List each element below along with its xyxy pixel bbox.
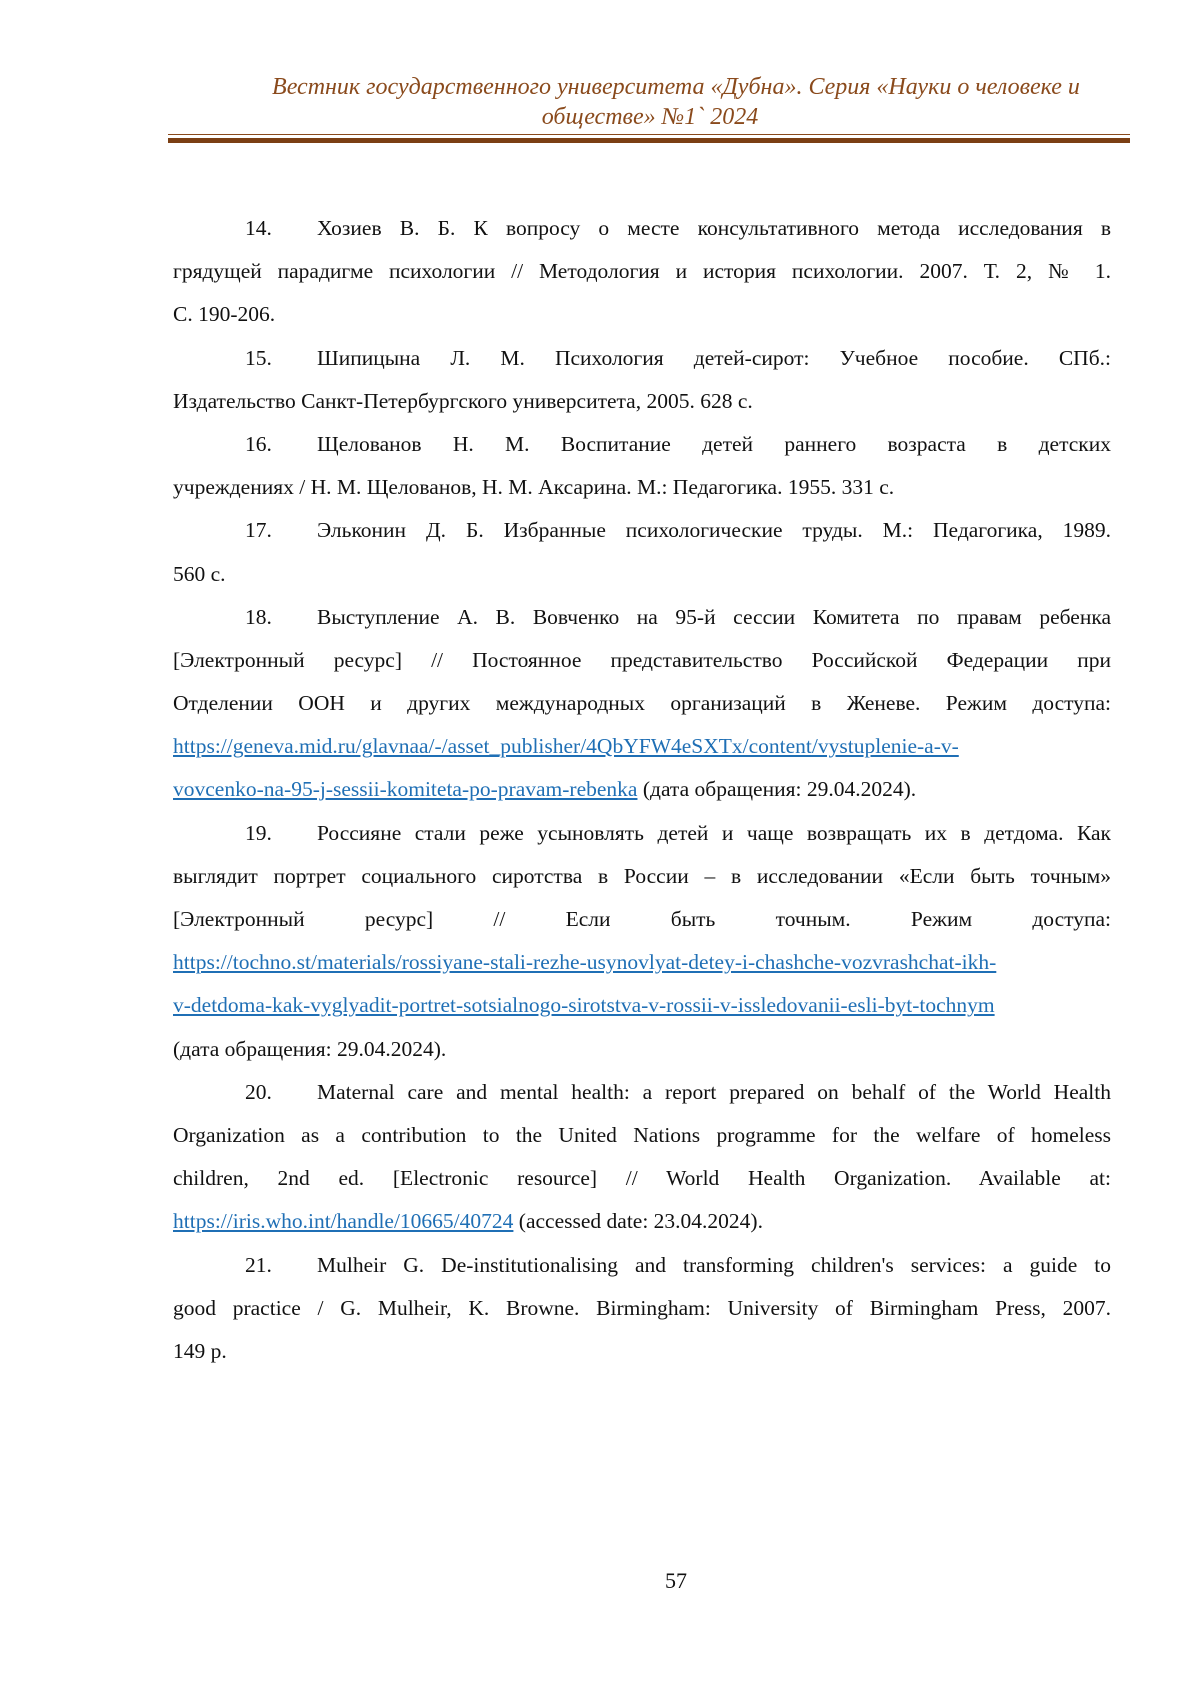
reference-text: good practice / G. Mulheir, K. Browne. Birmingham: University of Birmingham Press, 2007. bbox=[173, 1296, 1111, 1320]
reference-text: Отделении ООН и других международных организаций в Женеве. Режим доступа: bbox=[173, 691, 1111, 715]
reference-text: Издательство Санкт-Петербургского университета, 2005. 628 с. bbox=[173, 389, 753, 413]
reference-line bbox=[173, 380, 1111, 423]
reference-line bbox=[173, 984, 1111, 1027]
reference-text: [Электронный ресурс] // Если быть точным. Режим доступа: bbox=[173, 907, 1111, 931]
reference-line bbox=[173, 1287, 1111, 1330]
reference-text: Хозиев В. Б. К вопросу о месте консультативного метода исследования в bbox=[317, 216, 1111, 240]
reference-text: учреждениях / Н. М. Щелованов, Н. М. Аксарина. М.: Педагогика. 1955. 331 с. bbox=[173, 475, 894, 499]
reference-list bbox=[173, 207, 1111, 1373]
reference-item bbox=[173, 1244, 1111, 1374]
reference-line bbox=[173, 337, 1111, 380]
reference-item bbox=[173, 1071, 1111, 1244]
reference-number: 14. bbox=[173, 207, 317, 250]
reference-text: Эльконин Д. Б. Избранные психологические труды. М.: Педагогика, 1989. bbox=[317, 518, 1111, 542]
reference-link[interactable]: vovcenko-na-95-j-sessii-komiteta-po-pravam-rebenka bbox=[173, 777, 637, 801]
reference-text: (дата обращения: 29.04.2024). bbox=[173, 1037, 446, 1061]
reference-number: 21. bbox=[173, 1244, 317, 1287]
reference-item bbox=[173, 207, 1111, 337]
reference-line bbox=[173, 855, 1111, 898]
reference-line bbox=[173, 466, 1111, 509]
reference-text: [Электронный ресурс] // Постоянное представительство Российской Федерации при bbox=[173, 648, 1111, 672]
reference-number: 17. bbox=[173, 509, 317, 552]
header-rule-thin bbox=[168, 134, 1130, 135]
page-number: 57 bbox=[0, 1568, 1200, 1594]
reference-line bbox=[173, 1244, 1111, 1287]
reference-item bbox=[173, 812, 1111, 1071]
journal-header-line2: обществе» №1` 2024 bbox=[0, 104, 1200, 131]
reference-text: Mulheir G. De-institutionalising and transforming children's services: a guide to bbox=[317, 1253, 1111, 1277]
reference-line bbox=[173, 423, 1111, 466]
reference-text: 560 с. bbox=[173, 562, 226, 586]
reference-line bbox=[173, 553, 1111, 596]
reference-text: Россияне стали реже усыновлять детей и чаще возвращать их в детдома. Как bbox=[317, 821, 1111, 845]
reference-text: Maternal care and mental health: a report prepared on behalf of the World Health bbox=[317, 1080, 1111, 1104]
reference-line bbox=[173, 250, 1111, 293]
reference-line bbox=[173, 812, 1111, 855]
reference-text: (дата обращения: 29.04.2024). bbox=[637, 777, 916, 801]
reference-line bbox=[173, 682, 1111, 725]
reference-text: Organization as a contribution to the United Nations programme for the welfare of homeless bbox=[173, 1123, 1111, 1147]
reference-text: Шипицына Л. М. Психология детей-сирот: Учебное пособие. СПб.: bbox=[317, 346, 1111, 370]
reference-number: 18. bbox=[173, 596, 317, 639]
reference-line bbox=[173, 207, 1111, 250]
header-rule-thick bbox=[168, 138, 1130, 143]
reference-link[interactable]: https://iris.who.int/handle/10665/40724 bbox=[173, 1209, 513, 1233]
reference-text: 149 p. bbox=[173, 1339, 227, 1363]
reference-item bbox=[173, 509, 1111, 595]
reference-line bbox=[173, 725, 1111, 768]
reference-link[interactable]: https://tochno.st/materials/rossiyane-stali-rezhe-usynovlyat-detey-i-chashche-vozvrashchat-ikh- bbox=[173, 950, 996, 974]
reference-item bbox=[173, 423, 1111, 509]
reference-line bbox=[173, 639, 1111, 682]
reference-text: Выступление А. В. Вовченко на 95-й сессии Комитета по правам ребенка bbox=[317, 605, 1111, 629]
reference-text: Щелованов Н. М. Воспитание детей раннего возраста в детских bbox=[317, 432, 1111, 456]
reference-number: 19. bbox=[173, 812, 317, 855]
reference-number: 15. bbox=[173, 337, 317, 380]
journal-header-line1: Вестник государственного университета «Дубна». Серия «Науки о человеке и bbox=[0, 74, 1200, 101]
reference-line bbox=[173, 1330, 1111, 1373]
reference-text: выглядит портрет социального сиротства в России – в исследовании «Если быть точным» bbox=[173, 864, 1111, 888]
reference-line bbox=[173, 941, 1111, 984]
reference-line bbox=[173, 293, 1111, 336]
reference-text: children, 2nd ed. [Electronic resource] // World Health Organization. Available at: bbox=[173, 1166, 1111, 1190]
reference-line bbox=[173, 768, 1111, 811]
reference-line bbox=[173, 898, 1111, 941]
reference-text: (accessed date: 23.04.2024). bbox=[513, 1209, 763, 1233]
reference-line bbox=[173, 1071, 1111, 1114]
reference-link[interactable]: https://geneva.mid.ru/glavnaa/-/asset_publisher/4QbYFW4eSXTx/content/vystuplenie-a-v- bbox=[173, 734, 959, 758]
reference-line bbox=[173, 1114, 1111, 1157]
reference-text: С. 190-206. bbox=[173, 302, 275, 326]
reference-line bbox=[173, 1157, 1111, 1200]
reference-line bbox=[173, 509, 1111, 552]
reference-number: 16. bbox=[173, 423, 317, 466]
reference-link[interactable]: v-detdoma-kak-vyglyadit-portret-sotsialnogo-sirotstva-v-rossii-v-issledovanii-esli-byt-tochnym bbox=[173, 993, 995, 1017]
reference-line bbox=[173, 1200, 1111, 1243]
reference-number: 20. bbox=[173, 1071, 317, 1114]
reference-item bbox=[173, 337, 1111, 423]
reference-line bbox=[173, 1028, 1111, 1071]
reference-text: грядущей парадигме психологии // Методология и история психологии. 2007. Т. 2, № 1. bbox=[173, 259, 1111, 283]
reference-item bbox=[173, 596, 1111, 812]
reference-line bbox=[173, 596, 1111, 639]
